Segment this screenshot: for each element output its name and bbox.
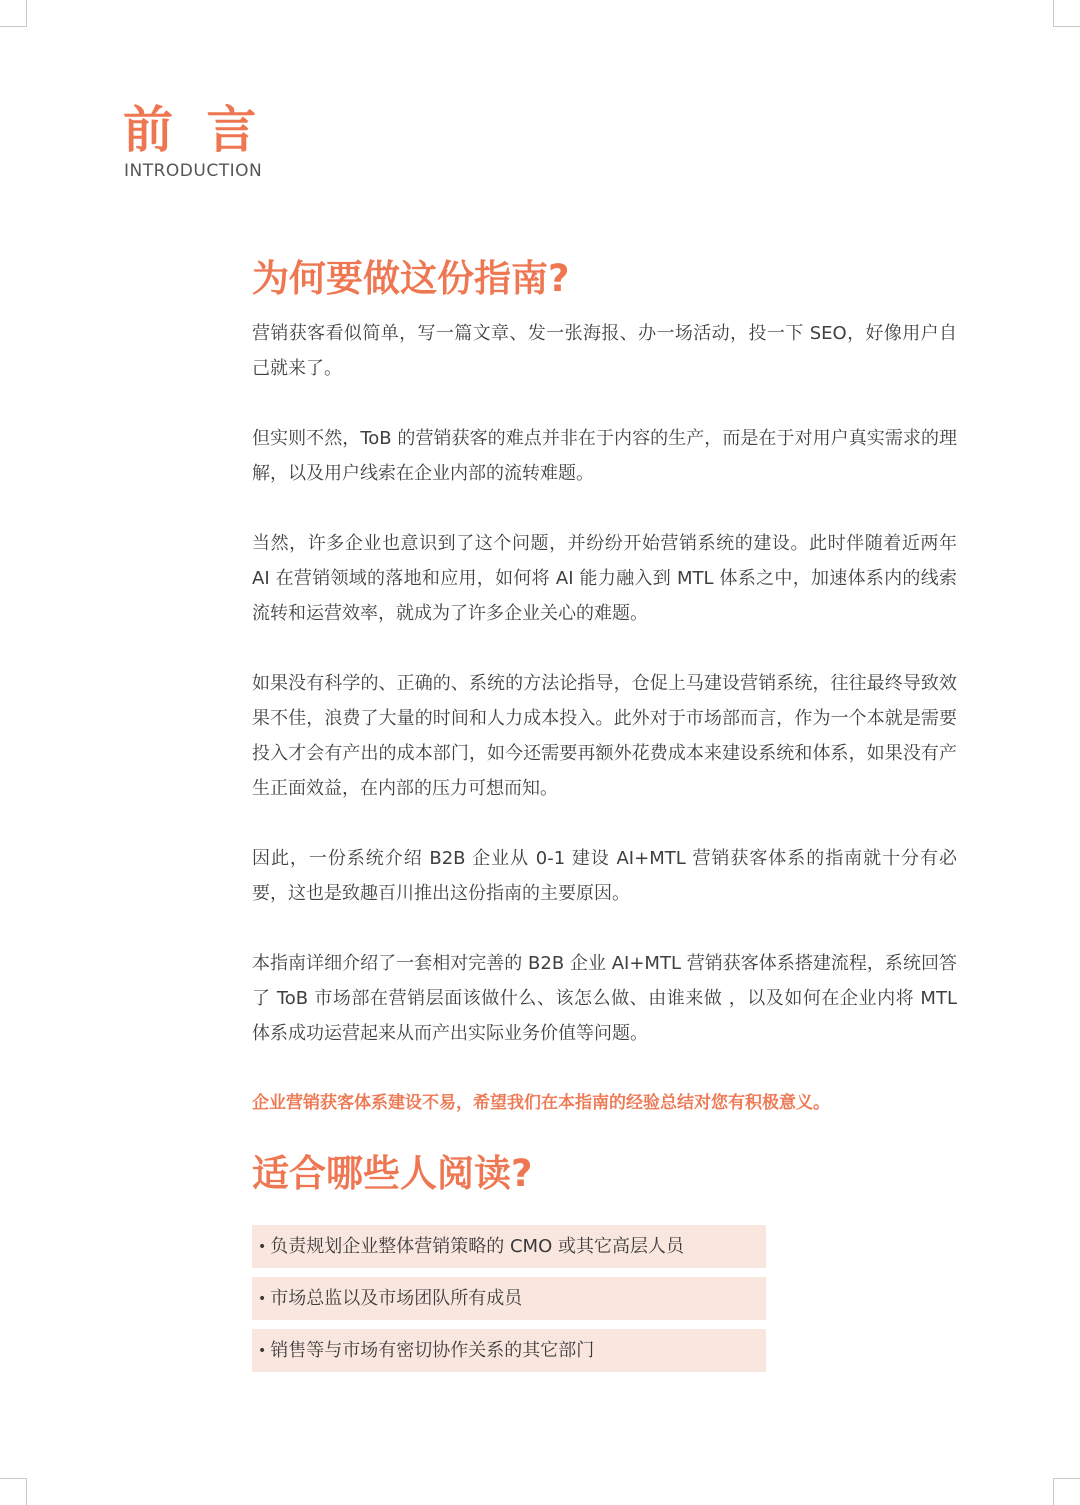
why-paragraph-4: 如果没有科学的、正确的、系统的方法论指导，仓促上马建设营销系统，往往最终导致效果不佳，浪费了大量的时间和人力成本投入。此外对于市场部而言，作为一个本就是需要投入才会有产出的成本部门，如今还需要再额外花费成本来建设系统和体系，如果没有产生正面效益，在内部的压力可想而知。 bbox=[252, 673, 957, 799]
why-paragraph-2: 但实则不然，ToB 的营销获客的难点并非在于内容的生产，而是在于对用户真实需求的理解，以及用户线索在企业内部的流转难题。 bbox=[252, 428, 957, 484]
page-subtitle: INTRODUCTION bbox=[124, 161, 263, 181]
why-paragraph-3: 当然，许多企业也意识到了这个问题，并纷纷开始营销系统的建设。此时伴随着近两年 AI 在营销领域的落地和应用，如何将 AI 能力融入到 MTL 体系之中，加速体系内的线索流转和运营效率，就成为了许多企业关心的难题。 bbox=[252, 533, 957, 624]
highlight-sentence: 企业营销获客体系建设不易，希望我们在本指南的经验总结对您有积极意义。 bbox=[252, 1093, 830, 1113]
list-item bbox=[252, 1329, 766, 1372]
why-heading: 为何要做这份指南? bbox=[252, 257, 570, 300]
list-item bbox=[252, 1225, 766, 1268]
why-paragraph-5: 因此，一份系统介绍 B2B 企业从 0-1 建设 AI+MTL 营销获客体系的指南就十分有必要，这也是致趣百川推出这份指南的主要原因。 bbox=[252, 848, 957, 904]
list-item-label: 销售等与市场有密切协作关系的其它部门 bbox=[270, 1340, 595, 1361]
bullet-icon: • bbox=[258, 1239, 267, 1255]
bullet-icon: • bbox=[258, 1343, 267, 1359]
bullet-icon: • bbox=[258, 1291, 267, 1307]
crop-mark-bottom-right bbox=[1053, 1478, 1080, 1505]
page-title: 前 言 bbox=[123, 101, 265, 159]
crop-mark-top-right bbox=[1053, 0, 1080, 27]
reader-list bbox=[252, 1225, 766, 1372]
readers-heading: 适合哪些人阅读? bbox=[252, 1152, 533, 1195]
main-content bbox=[252, 252, 957, 1381]
list-item bbox=[252, 1277, 766, 1320]
list-item-label: 负责规划企业整体营销策略的 CMO 或其它高层人员 bbox=[270, 1236, 684, 1257]
why-paragraph-6: 本指南详细介绍了一套相对完善的 B2B 企业 AI+MTL 营销获客体系搭建流程，系统回答了 ToB 市场部在营销层面该做什么、该怎么做、由谁来做 ，以及如何在企业内将 MTL 体系成功运营起来从而产出实际业务价值等问题。 bbox=[252, 953, 957, 1044]
list-item-label: 市场总监以及市场团队所有成员 bbox=[270, 1288, 523, 1309]
why-paragraph-1: 营销获客看似简单，写一篇文章、发一张海报、办一场活动，投一下 SEO，好像用户自己就来了。 bbox=[252, 323, 957, 379]
crop-mark-bottom-left bbox=[0, 1478, 27, 1505]
crop-mark-top-left bbox=[0, 0, 27, 27]
